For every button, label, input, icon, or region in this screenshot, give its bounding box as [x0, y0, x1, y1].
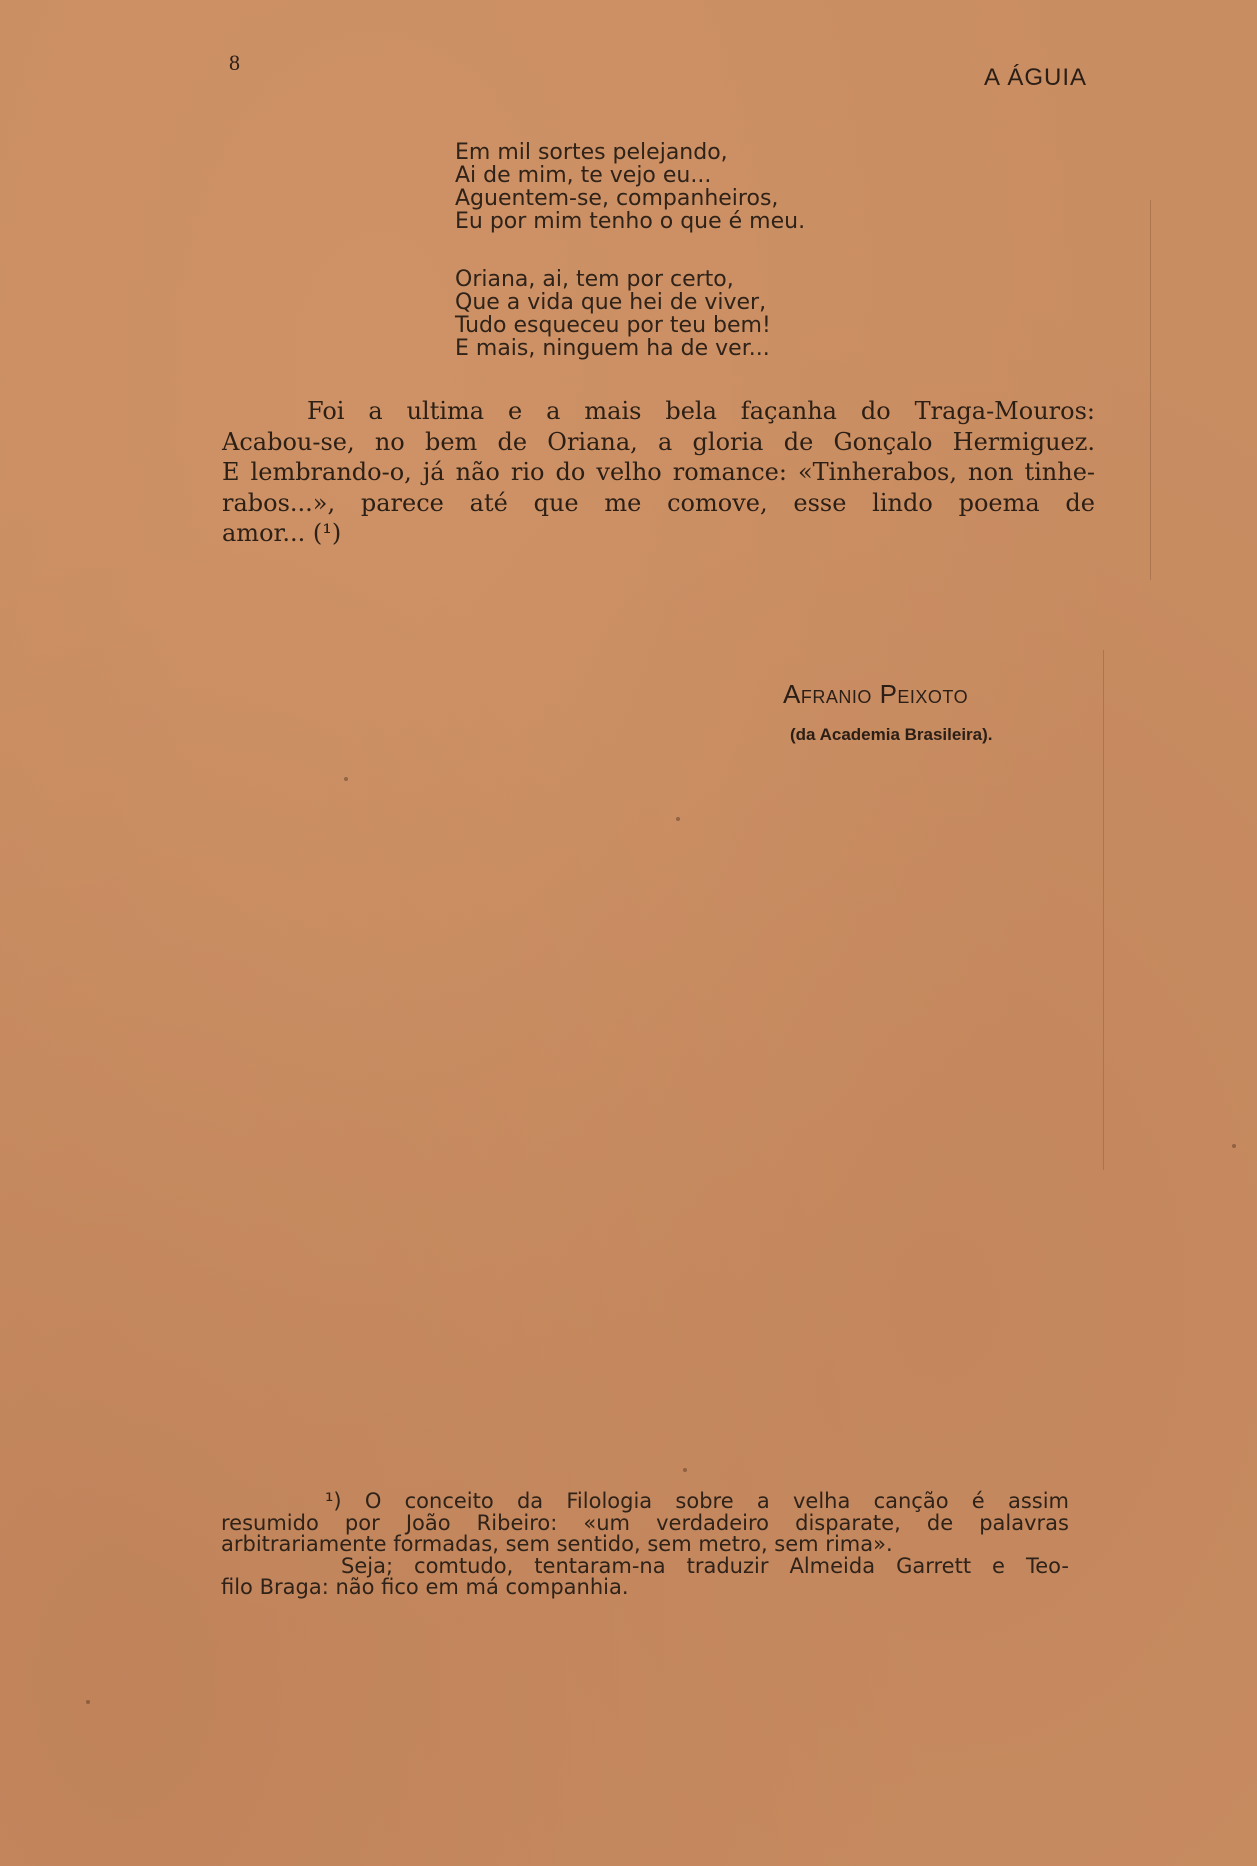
paper-speck: [683, 1468, 687, 1472]
paper-speck: [344, 777, 348, 781]
running-head: A ÁGUIA: [984, 64, 1088, 91]
poem-line: Aguentem-se, companheiros,: [455, 186, 779, 211]
page-number: 8: [229, 50, 240, 75]
footnote-line: resumido por João Ribeiro: «um verdadeiro disparate, de palavras: [221, 1510, 1069, 1535]
footnote-block: [221, 1491, 1069, 1599]
author-affiliation: (da Academia Brasileira).: [790, 725, 993, 744]
poem-line: Eu por mim tenho o que é meu.: [455, 209, 806, 234]
poem-line: Tudo esqueceu por teu bem!: [455, 313, 771, 338]
poem-stanza-1: [455, 141, 805, 233]
paper-speck: [676, 817, 680, 821]
prose-line: rabos...», parece até que me comove, esse lindo poema de: [222, 488, 1095, 517]
paper-crease: [1150, 200, 1151, 580]
footnote-line: filo Braga: não fico em má companhia.: [221, 1575, 629, 1599]
poem-line: Ai de mim, te vejo eu...: [455, 163, 712, 188]
prose-line: E lembrando-o, já não rio do velho romance: «Tinherabos, non tinhe-: [222, 458, 1095, 486]
prose-paragraph: [222, 396, 1095, 549]
paper-speck: [1232, 1144, 1236, 1148]
author-signature: Afranio Peixoto: [783, 679, 969, 709]
poem-line: Em mil sortes pelejando,: [455, 140, 728, 165]
poem-line: Que a vida que hei de viver,: [455, 290, 767, 315]
poem-stanza-2: [455, 268, 771, 360]
prose-line: Foi a ultima e a mais bela façanha do Traga-Mouros:: [307, 397, 1095, 425]
footnote-line: arbitrariamente formadas, sem sentido, sem metro, sem rima».: [221, 1532, 893, 1556]
poem-line: Oriana, ai, tem por certo,: [455, 267, 734, 292]
poem-line: E mais, ninguem ha de ver...: [455, 336, 770, 361]
paper-crease: [1103, 650, 1104, 1170]
paper-speck: [86, 1700, 90, 1704]
prose-line: Acabou-se, no bem de Oriana, a gloria de Gonçalo Hermiguez.: [222, 427, 1095, 456]
prose-line: amor... (¹): [222, 519, 342, 547]
footnote-line: Seja; comtudo, tentaram-na traduzir Almeida Garrett e Teo-: [341, 1553, 1069, 1578]
footnote-line: ¹) O conceito da Filologia sobre a velha canção é assim: [325, 1489, 1069, 1513]
